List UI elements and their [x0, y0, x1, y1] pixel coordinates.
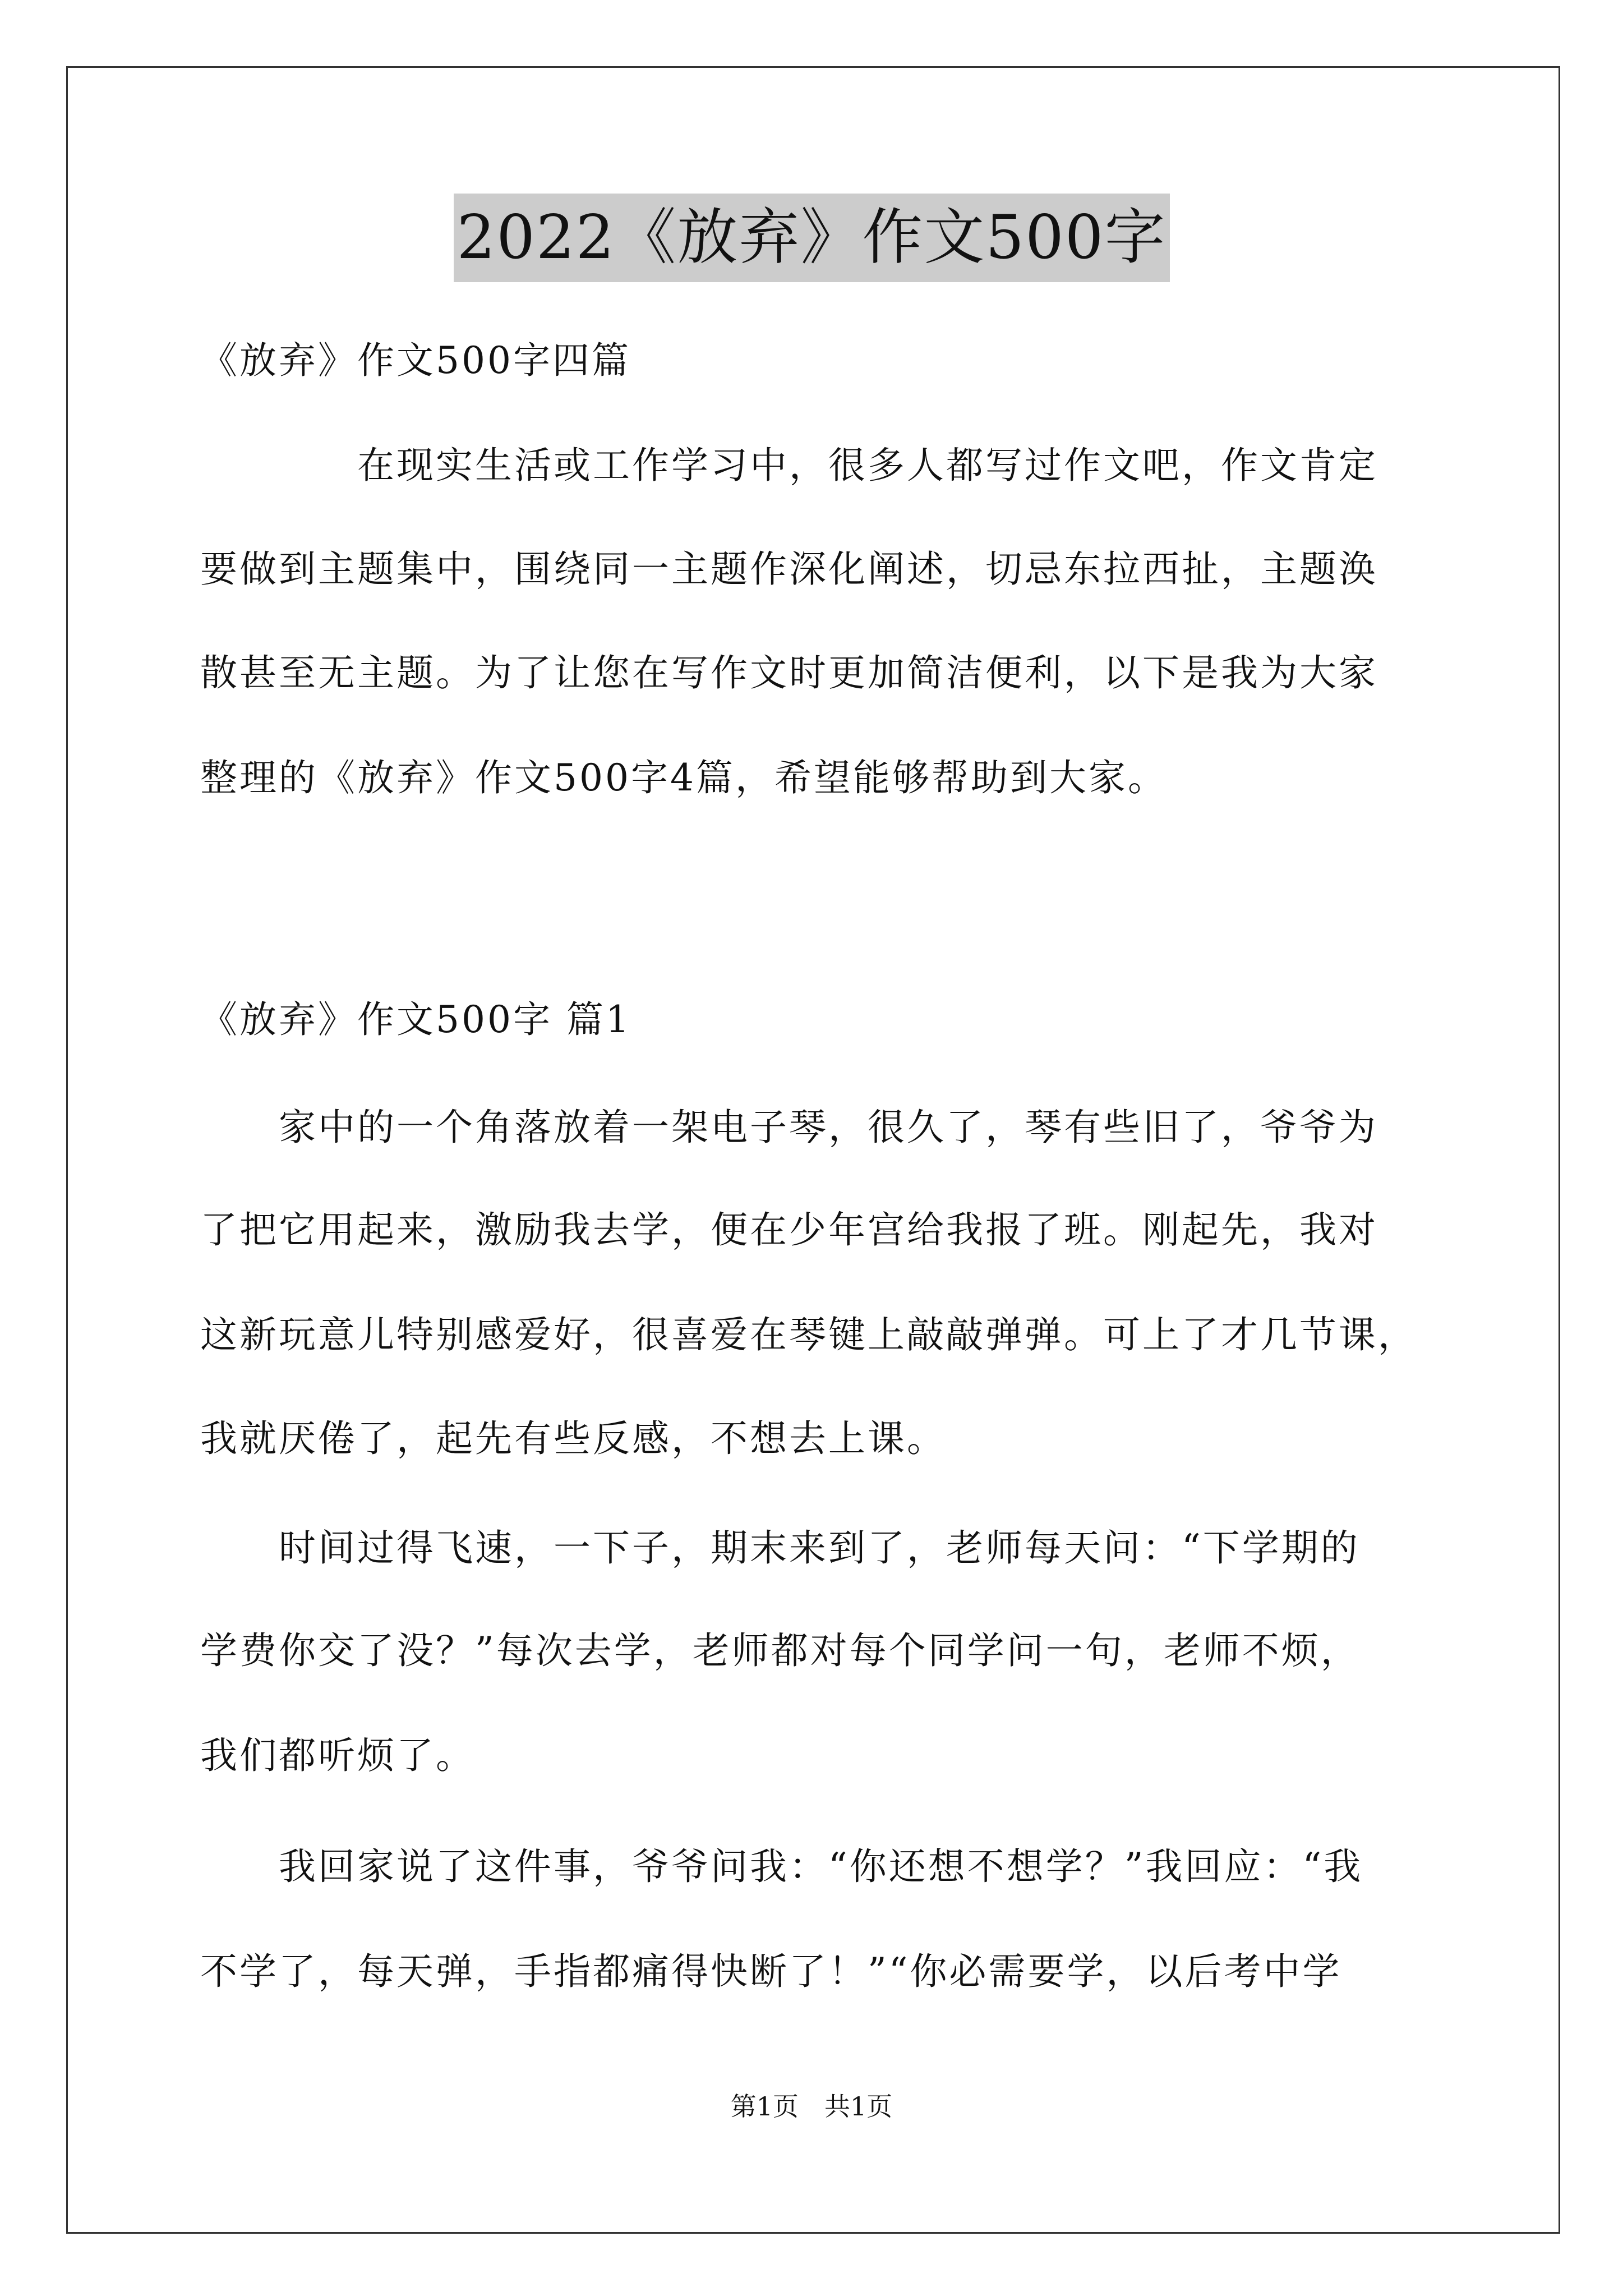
intro-line-4: 整理的《放弃》作文500字4篇，希望能够帮助到大家。 [200, 756, 1167, 799]
document-title: 2022《放弃》作文500字 [454, 194, 1170, 282]
document-subtitle: 《放弃》作文500字四篇 [200, 339, 631, 382]
intro-line-2: 要做到主题集中，围绕同一主题作深化阐述，切忌东拉西扯，主题涣 [200, 547, 1378, 591]
intro-line-3: 散甚至无主题。为了让您在写作文时更加简洁便利，以下是我为大家 [200, 651, 1378, 694]
essay-line-6: 学费你交了没？”每次去学，老师都对每个同学问一句，老师不烦， [200, 1629, 1360, 1672]
page-footer: 第1页 共1页 [730, 2091, 893, 2122]
essay-line-4: 我就厌倦了，起先有些反感，不想去上课。 [200, 1417, 946, 1460]
essay-line-3: 这新玩意儿特别感爱好，很喜爱在琴键上敲敲弹弹。可上了才几节课， [200, 1313, 1417, 1356]
essay-line-2: 了把它用起来，激励我去学，便在少年宫给我报了班。刚起先，我对 [200, 1208, 1378, 1251]
essay-line-7: 我们都听烦了。 [200, 1734, 475, 1777]
essay-line-9: 不学了，每天弹，手指都痛得快断了！”“你必需要学，以后考中学 [200, 1950, 1342, 1993]
title-container [0, 194, 1623, 282]
section-heading: 《放弃》作文500字 篇1 [200, 998, 631, 1041]
essay-line-8: 我回家说了这件事，爷爷问我：“你还想不想学？”我回应：“我 [200, 1845, 1363, 1888]
essay-line-1: 家中的一个角落放着一架电子琴，很久了，琴有些旧了，爷爷为 [200, 1106, 1378, 1149]
intro-line-1: 在现实生活或工作学习中，很多人都写过作文吧，作文肯定 [200, 444, 1378, 487]
essay-line-5: 时间过得飞速，一下子，期末来到了，老师每天问：“下学期的 [200, 1526, 1360, 1570]
